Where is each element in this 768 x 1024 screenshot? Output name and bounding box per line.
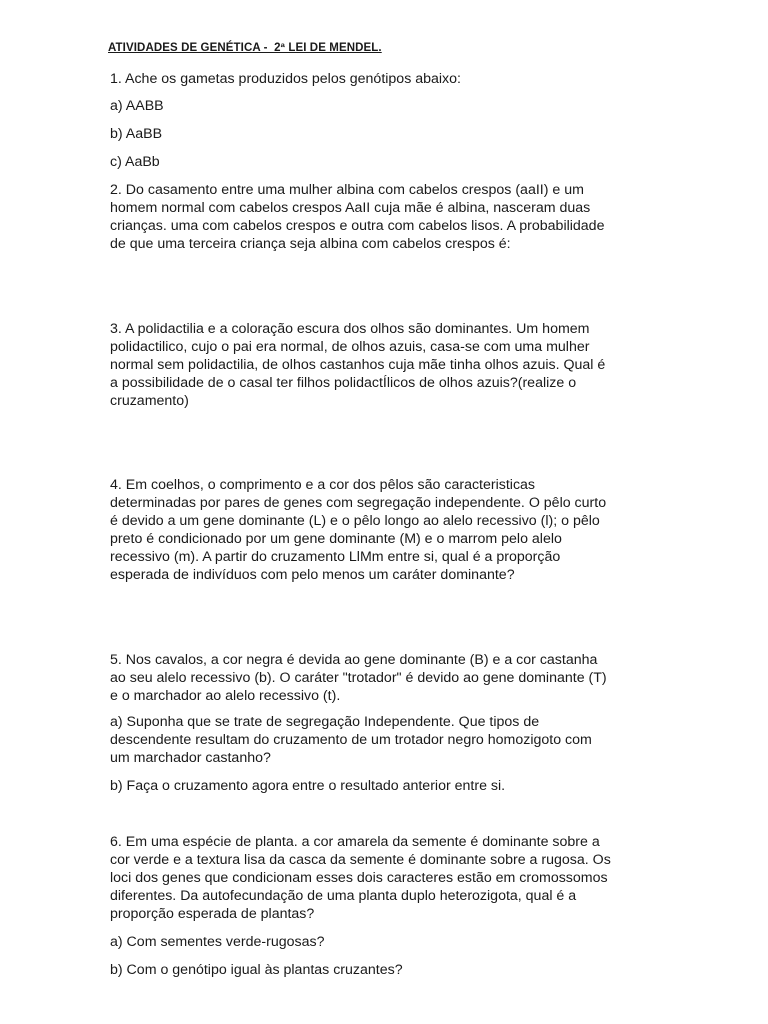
question-6-item-b: b) Com o genótipo igual às plantas cruzantes? [110, 962, 403, 978]
question-4: 4. Em coelhos, o comprimento e a cor dos pêlos são caracteristicas determinadas por pares de genes com segregação independente. O pêlo curto é devido a um gene dominante (L) e o pêlo longo ao alelo recessivo (l); o pêlo preto é condicionado por um gene dominante (M) e o marrom pelo alelo recessivo (m). A partir do cruzamento LlMm entre si, qual é a proporção esperada de indivíduos com pelo menos um caráter dominante? [110, 477, 607, 583]
document-title: ATIVIDADES DE GENÉTICA - 2ª LEI DE MENDEL. [108, 42, 382, 54]
question-3: 3. A polidactilia e a coloração escura dos olhos são dominantes. Um homem polidactilico, cujo o pai era normal, de olhos azuis, casa-se com uma mulher normal sem polidactilia, de olhos castanhos cuja mãe tinha olhos azuis. Qual é a possibilidade de o casal ter filhos polidactÍlicos de olhos azuis?(realize o cruzamento) [110, 321, 606, 409]
question-1-item-a: a) AABB [110, 98, 164, 114]
question-1: 1. Ache os gametas produzidos pelos genótipos abaixo: [110, 71, 461, 87]
question-5-item-a: a) Suponha que se trate de segregação Independente. Que tipos de descendente resultam do cruzamento de um trotador negro homozigoto com um marchador castanho? [110, 714, 592, 766]
question-1-item-c: c) AaBb [110, 154, 160, 170]
question-2: 2. Do casamento entre uma mulher albina com cabelos crespos (aaII) e um homem normal com cabelos crespos AaII cuja mãe é albina, nasceram duas crianças. uma com cabelos crespos e outra com cabelos lisos. A probabilidade de que uma terceira criança seja albina com cabelos crespos é: [110, 182, 605, 252]
question-5-item-b: b) Faça o cruzamento agora entre o resultado anterior entre si. [110, 778, 506, 794]
question-1-item-b: b) AaBB [110, 126, 163, 142]
question-6: 6. Em uma espécie de planta. a cor amarela da semente é dominante sobre a cor verde e a textura lisa da casca da semente é dominante sobre a rugosa. Os loci dos genes que condicionam esses dois caracteres estão em cromossomos diferentes. Da autofecundação de uma planta duplo heterozigota, qual é a proporção esperada de plantas? [110, 834, 611, 922]
question-6-item-a: a) Com sementes verde-rugosas? [110, 934, 325, 950]
question-5: 5. Nos cavalos, a cor negra é devida ao gene dominante (B) e a cor castanha ao seu alelo recessivo (b). O caráter "trotador" é devido ao gene dominante (T) e o marchador ao alelo recessivo (t). [110, 652, 607, 704]
